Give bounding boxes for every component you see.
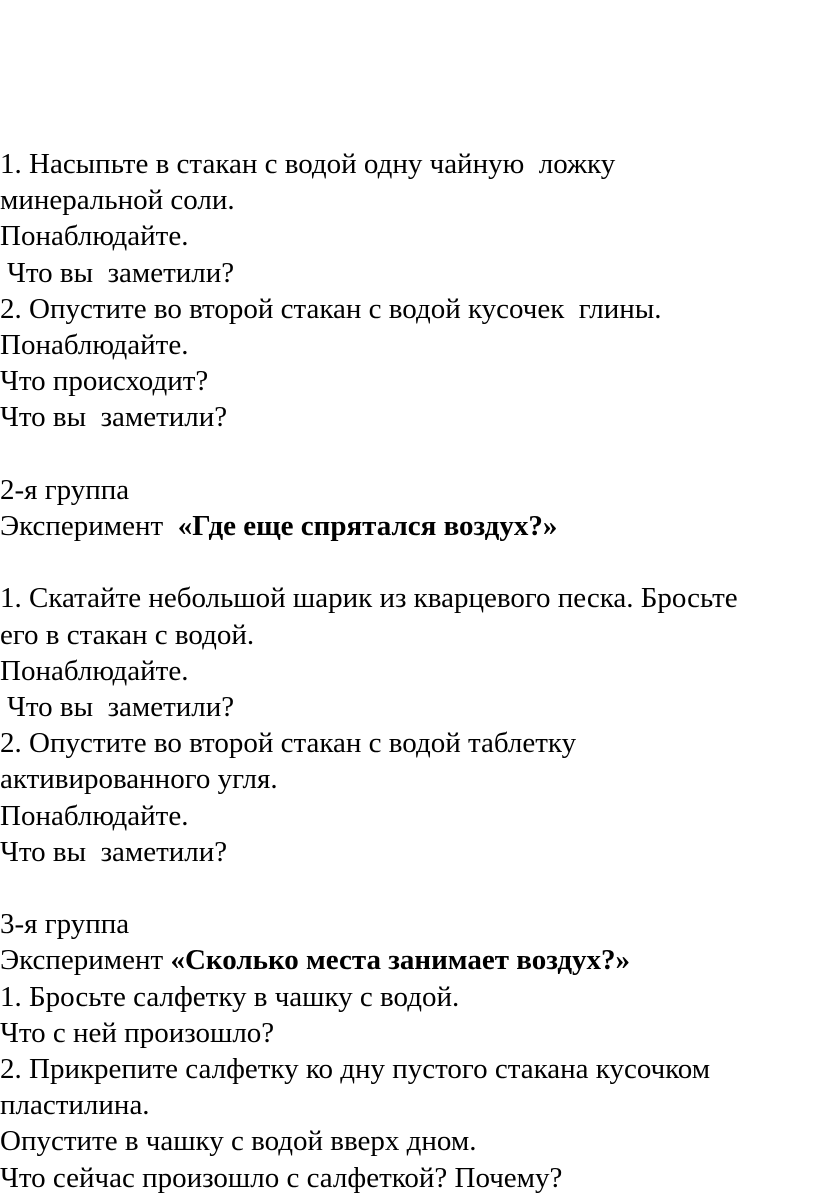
group-title: 2-я группа xyxy=(0,473,130,506)
observe-line: Понаблюдайте. xyxy=(0,329,189,362)
question-line: Что сейчас произошло с салфеткой? Почему? xyxy=(0,1161,563,1194)
instruction-line: Опустите в чашку с водой вверх дном. xyxy=(0,1125,477,1158)
observe-line: Понаблюдайте. xyxy=(0,654,189,687)
instruction-line: 2. Опустите во второй стакан с водой кусочек глины. xyxy=(0,292,662,325)
observe-line: Понаблюдайте. xyxy=(0,799,189,832)
blank-line xyxy=(0,436,816,472)
question-line: Что вы заметили? xyxy=(7,691,235,724)
question-line: Что вы заметили? xyxy=(0,835,228,868)
blank-line xyxy=(0,544,816,580)
experiment-name: «Сколько места занимает воздух?» xyxy=(170,944,630,977)
experiment-heading xyxy=(0,508,816,544)
experiment-heading xyxy=(0,942,816,978)
instruction-line: минеральной соли. xyxy=(0,184,235,217)
instruction-line: его в стакан с водой. xyxy=(0,618,255,651)
instruction-line: 1. Скатайте небольшой шарик из кварцевого песка. Бросьте xyxy=(0,582,738,615)
instruction-line: 1. Насыпьте в стакан с водой одну чайную ложку xyxy=(0,148,616,180)
instruction-line: 1. Бросьте салфетку в чашку с водой. xyxy=(0,980,460,1013)
observe-line: Понаблюдайте. xyxy=(0,220,189,253)
instruction-line: 2. Опустите во второй стакан с водой таблетку xyxy=(0,727,577,760)
question-line: Что вы заметили? xyxy=(7,256,235,289)
instruction-line: пластилина. xyxy=(0,1089,150,1122)
instruction-line: активированного угля. xyxy=(0,763,278,796)
instruction-line: 2. Прикрепите салфетку ко дну пустого стакана кусочком xyxy=(0,1053,711,1086)
document-page xyxy=(0,146,816,1196)
group-title: 3-я группа xyxy=(0,908,130,941)
question-line: Что происходит? xyxy=(0,365,209,398)
experiment-name: «Где еще спрятался воздух?» xyxy=(177,510,558,543)
blank-line xyxy=(0,870,816,906)
question-line: Что с ней произошло? xyxy=(0,1016,275,1049)
question-line: Что вы заметили? xyxy=(0,401,228,434)
experiment-prefix: Эксперимент xyxy=(0,944,171,977)
experiment-prefix: Эксперимент xyxy=(0,510,178,543)
